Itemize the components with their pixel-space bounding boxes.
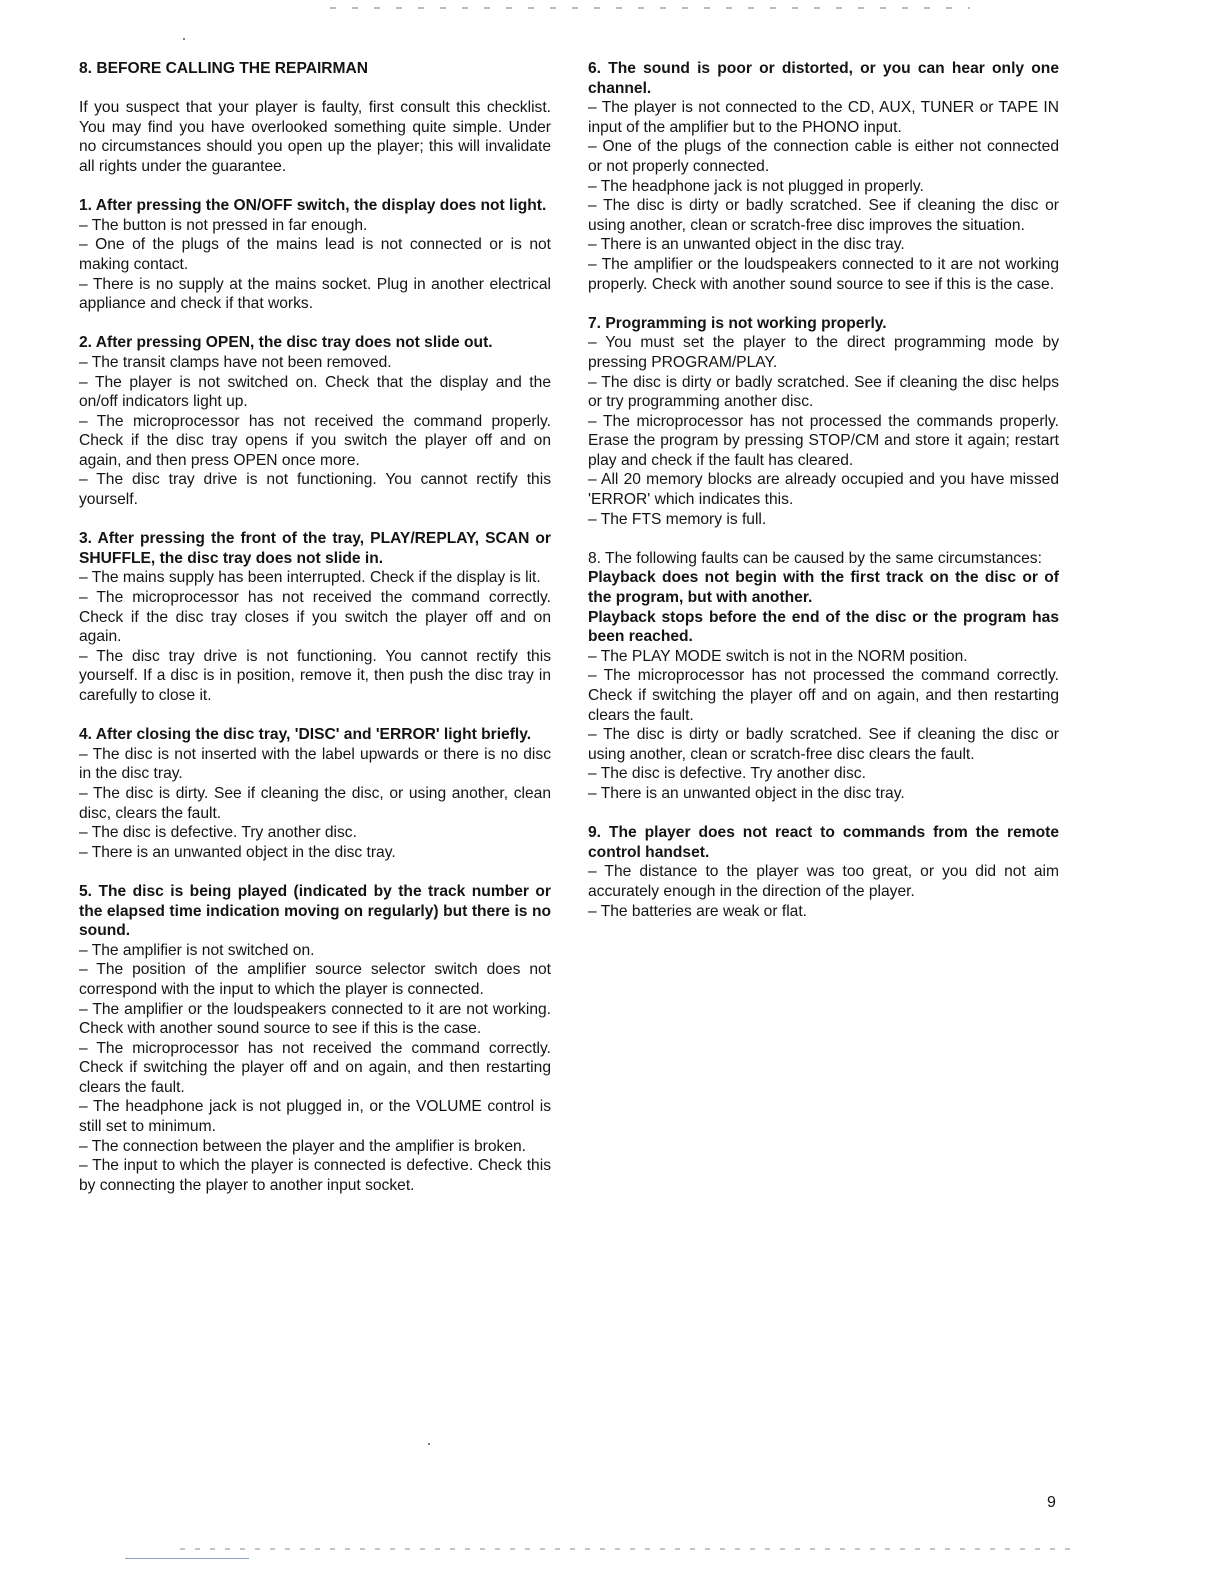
checklist-item: – All 20 memory blocks are already occupied and you have missed 'ERROR' which indicates this.: [588, 471, 1059, 509]
checklist-item: – The disc tray drive is not functioning. You cannot rectify this yourself.: [79, 471, 551, 509]
checklist-item: – The disc is dirty or badly scratched. See if cleaning the disc or using another, clean or scratch-free disc clears the fault.: [588, 726, 1059, 763]
checklist-section: [79, 196, 551, 314]
page-number: 9: [1047, 1494, 1056, 1511]
checklist-item: – The disc tray drive is not functioning. You cannot rectify this yourself. If a disc is in position, remove it, then push the disc tray in carefully to close it.: [79, 647, 551, 704]
scan-speck: [183, 38, 185, 40]
right-checklist: [588, 59, 1059, 921]
scan-rule-line: [125, 1558, 249, 1559]
checklist-item: – The amplifier is not switched on.: [79, 941, 315, 959]
checklist-section: [79, 882, 551, 1196]
checklist-heading: 1. After pressing the ON/OFF switch, the display does not light.: [79, 197, 547, 215]
checklist-item: – The amplifier or the loudspeakers connected to it are not working. Check with another sound source to see if this is the case.: [79, 1000, 551, 1038]
checklist-item: – The transit clamps have not been removed.: [79, 353, 392, 371]
checklist-symptom: Playback does not begin with the first track on the disc or of the program, but with another.: [588, 569, 1059, 607]
checklist-intro: 8. The following faults can be caused by the same circumstances:: [588, 549, 1042, 567]
checklist-heading: 2. After pressing OPEN, the disc tray does not slide out.: [79, 334, 493, 352]
scan-artifact-bottom: [180, 1548, 1080, 1550]
checklist-item: – The batteries are weak or flat.: [588, 902, 808, 920]
checklist-item: – The disc is not inserted with the label upwards or there is no disc in the disc tray.: [79, 745, 551, 783]
checklist-item: – The player is not switched on. Check that the display and the on/off indicators light up.: [79, 373, 551, 411]
checklist-item: – The disc is defective. Try another disc.: [588, 765, 866, 783]
right-column: [588, 59, 1059, 941]
checklist-section: [79, 333, 551, 509]
checklist-heading: 4. After closing the disc tray, 'DISC' and 'ERROR' light briefly.: [79, 726, 532, 744]
checklist-item: – The microprocessor has not received the command properly. Check if the disc tray opens if you switch the player off and on again, and then press OPEN once more.: [79, 412, 551, 469]
checklist-item: – There is no supply at the mains socket. Plug in another electrical appliance and check if that works.: [79, 275, 551, 313]
scan-artifact-top: [330, 7, 970, 9]
checklist-item: – The FTS memory is full.: [588, 510, 767, 528]
checklist-item: – The disc is dirty or badly scratched. See if cleaning the disc helps or try programming another disc.: [588, 373, 1059, 411]
checklist-item: – The distance to the player was too great, or you did not aim accurately enough in the direction of the player.: [588, 863, 1059, 900]
checklist-section: [588, 314, 1059, 530]
left-column: [79, 59, 551, 1215]
left-checklist: [79, 196, 551, 1195]
checklist-symptom: Playback stops before the end of the disc or the program has been reached.: [588, 608, 1059, 646]
checklist-heading: 7. Programming is not working properly.: [588, 314, 887, 332]
checklist-item: – The microprocessor has not processed the command correctly. Check if switching the player off and on again, and then restarting clears the fault.: [588, 667, 1059, 724]
section-title: 8. BEFORE CALLING THE REPAIRMAN: [79, 60, 369, 77]
checklist-item: – There is an unwanted object in the disc tray.: [588, 236, 905, 254]
checklist-item: – There is an unwanted object in the disc tray.: [79, 843, 396, 861]
intro-text: If you suspect that your player is faulty, first consult this checklist. You may find you have overlooked something quite simple. Under no circumstances should you open up the player; this will invalidate all rights under the guarantee.: [79, 99, 551, 175]
checklist-item: – One of the plugs of the connection cable is either not connected or not properly connected.: [588, 138, 1059, 175]
checklist-heading: 3. After pressing the front of the tray, PLAY/REPLAY, SCAN or SHUFFLE, the disc tray does not slide in.: [79, 530, 551, 567]
checklist-item: – The input to which the player is connected is defective. Check this by connecting the player to another input socket.: [79, 1157, 551, 1194]
checklist-item: – The headphone jack is not plugged in, or the VOLUME control is still set to minimum.: [79, 1098, 551, 1136]
checklist-section: [588, 59, 1059, 294]
checklist-item: – The disc is defective. Try another disc.: [79, 824, 357, 842]
checklist-item: – You must set the player to the direct programming mode by pressing PROGRAM/PLAY.: [588, 334, 1059, 371]
checklist-section: [588, 823, 1059, 921]
checklist-item: – The microprocessor has not processed the commands properly. Erase the program by pressing STOP/CM and store it again; restart play and check if the fault has cleared.: [588, 412, 1059, 469]
checklist-heading: 9. The player does not react to commands from the remote control handset.: [588, 824, 1059, 861]
intro-paragraph: [79, 98, 551, 176]
checklist-item: – The position of the amplifier source selector switch does not correspond with the input to which the player is connected.: [79, 961, 551, 998]
checklist-section: [79, 529, 551, 705]
checklist-item: – The headphone jack is not plugged in properly.: [588, 177, 924, 195]
checklist-item: – The connection between the player and the amplifier is broken.: [79, 1137, 527, 1155]
checklist-section: [588, 549, 1059, 804]
checklist-heading: 6. The sound is poor or distorted, or you can hear only one channel.: [588, 60, 1059, 97]
checklist-item: – The mains supply has been interrupted. Check if the display is lit.: [79, 569, 541, 587]
scan-speck: [428, 1443, 430, 1445]
checklist-item: – The button is not pressed in far enough.: [79, 216, 368, 234]
checklist-item: – The microprocessor has not received the command correctly. Check if switching the player off and on again, and then restarting clears the fault.: [79, 1039, 551, 1096]
checklist-heading: 5. The disc is being played (indicated by the track number or the elapsed time indication moving on regularly) but there is no sound.: [79, 882, 551, 940]
checklist-item: – There is an unwanted object in the disc tray.: [588, 784, 905, 802]
checklist-item: – The player is not connected to the CD, AUX, TUNER or TAPE IN input of the amplifier but to the PHONO input.: [588, 99, 1059, 136]
checklist-item: – The disc is dirty. See if cleaning the disc, or using another, clean disc, clears the fault.: [79, 784, 551, 822]
checklist-item: – The disc is dirty or badly scratched. See if cleaning the disc or using another, clean or scratch-free disc improves the situation.: [588, 197, 1059, 234]
checklist-item: – The microprocessor has not received the command correctly. Check if the disc tray closes if you switch the player off and on again.: [79, 589, 551, 646]
checklist-item: – The PLAY MODE switch is not in the NORM position.: [588, 647, 968, 665]
checklist-item: – The amplifier or the loudspeakers connected to it are not working properly. Check with another sound source to see if this is the case.: [588, 255, 1059, 293]
checklist-item: – One of the plugs of the mains lead is not connected or is not making contact.: [79, 236, 551, 273]
checklist-section: [79, 725, 551, 862]
